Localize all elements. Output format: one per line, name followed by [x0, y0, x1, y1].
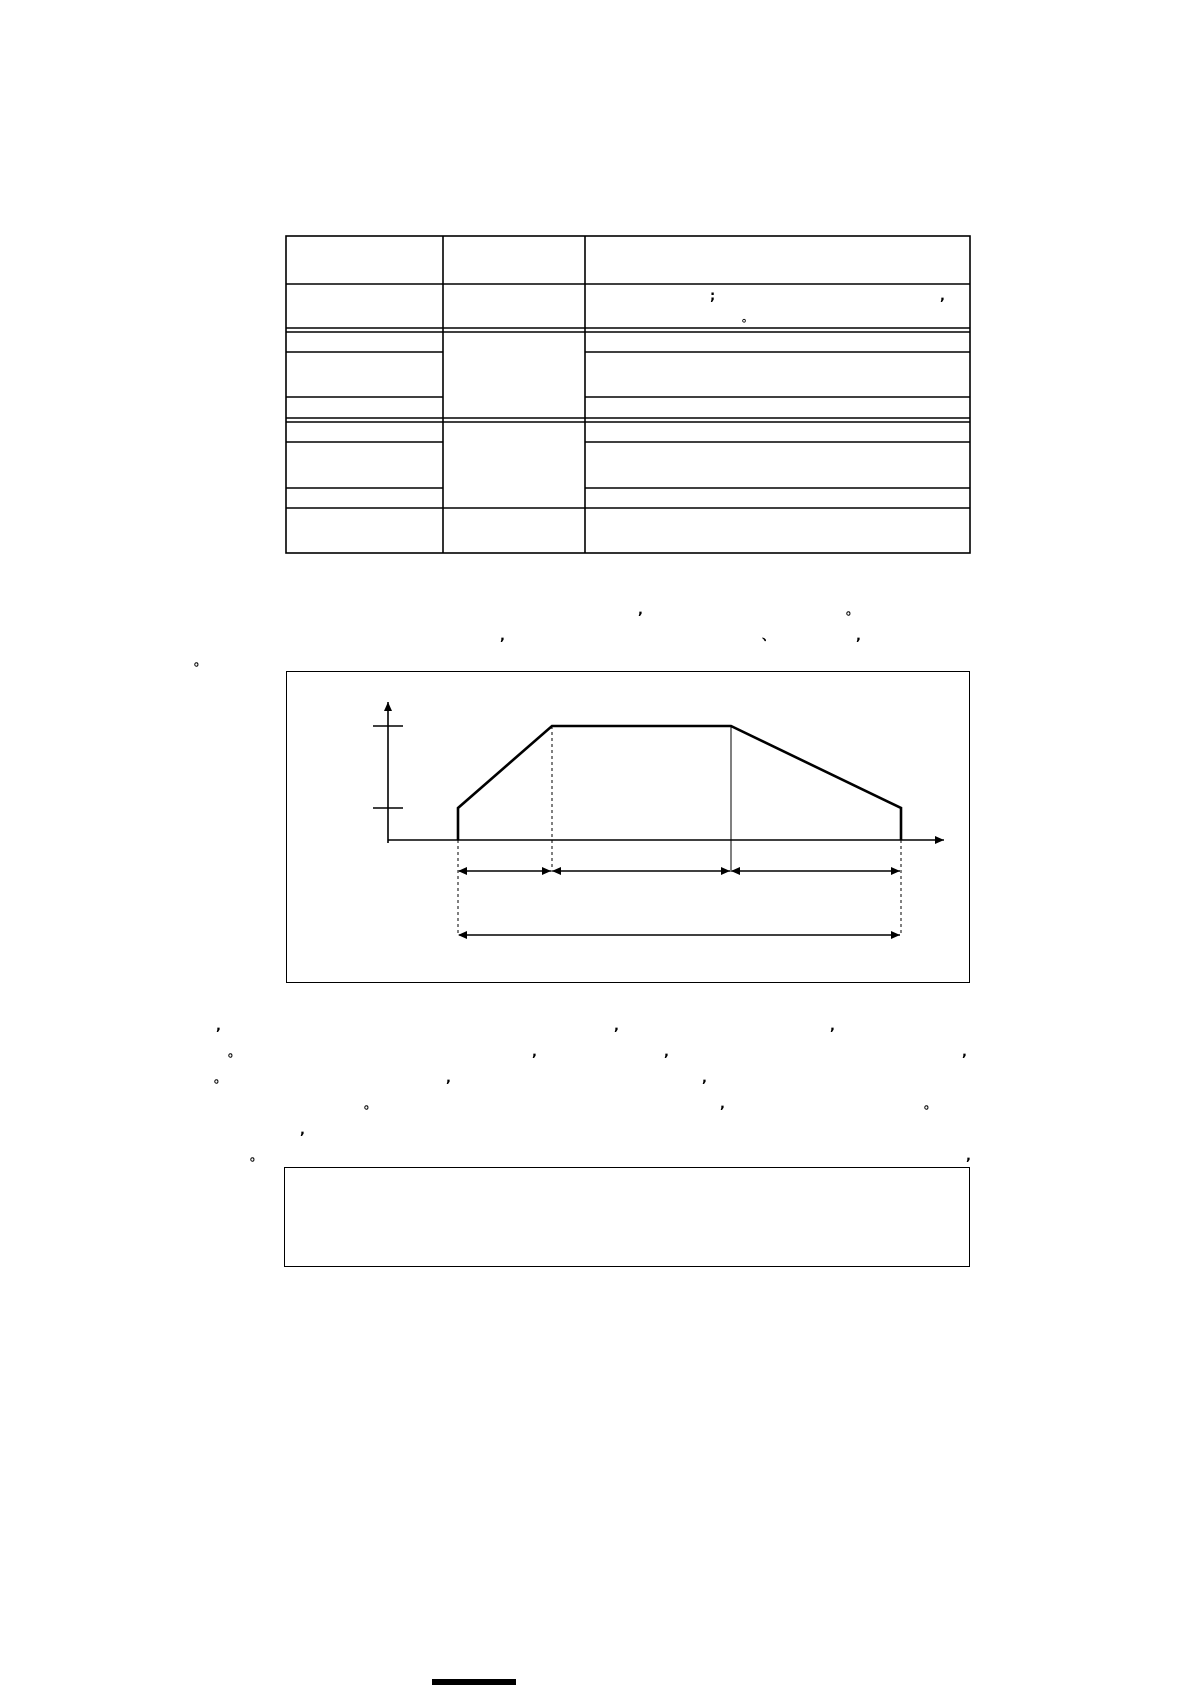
punctuation-mark: ,: [216, 1019, 221, 1034]
punctuation-mark: ,: [720, 1097, 725, 1112]
speed-profile-diagram: [286, 671, 970, 983]
punctuation-mark: ,: [856, 629, 861, 644]
punctuation-mark: ,: [446, 1071, 451, 1086]
punctuation-mark: 。: [250, 1149, 264, 1164]
punctuation-mark: 、: [762, 629, 776, 644]
punctuation-mark: 。: [924, 1097, 938, 1112]
punctuation-mark: ,: [962, 1045, 967, 1060]
punctuation-mark: 。: [846, 603, 860, 618]
punctuation-mark: ,: [966, 1149, 971, 1164]
punctuation-mark: ;: [710, 289, 716, 304]
table-grid: [0, 0, 1193, 560]
speed-profile-svg: [287, 672, 971, 984]
punctuation-mark: 。: [364, 1097, 378, 1112]
punctuation-mark: ,: [702, 1071, 707, 1086]
punctuation-mark: ,: [664, 1045, 669, 1060]
footer-rule: [432, 1679, 516, 1685]
punctuation-mark: 。: [742, 311, 753, 324]
punctuation-mark: ,: [532, 1045, 537, 1060]
formula-box: [284, 1167, 970, 1267]
punctuation-mark: 。: [228, 1045, 242, 1060]
punctuation-mark: ,: [638, 603, 643, 618]
punctuation-mark: ,: [614, 1019, 619, 1034]
punctuation-mark: 。: [194, 654, 208, 669]
punctuation-mark: ,: [500, 629, 505, 644]
punctuation-mark: ,: [300, 1123, 305, 1138]
punctuation-mark: ,: [830, 1019, 835, 1034]
punctuation-mark: 。: [214, 1071, 228, 1086]
punctuation-mark: ,: [940, 289, 945, 304]
speed-profile-curve: [458, 726, 901, 840]
